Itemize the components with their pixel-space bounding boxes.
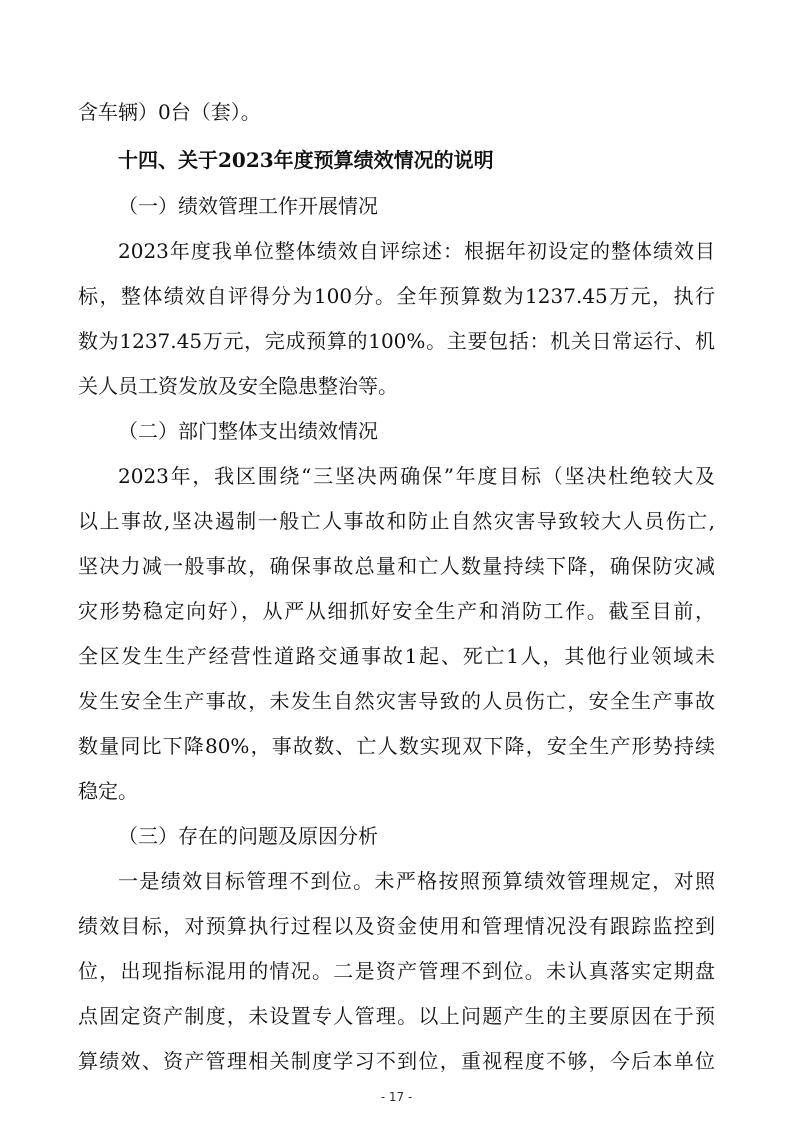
subsection-heading: （二）部门整体支出绩效情况 (118, 419, 378, 443)
subsection-heading: （三）存在的问题及原因分析 (118, 824, 378, 848)
paragraph-line: 发生安全生产事故，未发生自然灾害导致的人员伤亡，安全生产事故 (78, 689, 715, 713)
page-number: - 17 - (380, 1090, 413, 1104)
paragraph-line: 2023年，我区围绕“三坚决两确保”年度目标（坚决杜绝较大及 (118, 464, 715, 488)
paragraph-line: 坚决力减一般事故，确保事故总量和亡人数量持续下降，确保防灾减 (78, 554, 715, 578)
paragraph-line: 一是绩效目标管理不到位。未严格按照预算绩效管理规定，对照 (118, 869, 715, 893)
section-heading: 十四、关于2023年度预算绩效情况的说明 (118, 148, 494, 172)
paragraph-line: 绩效目标，对预算执行过程以及资金使用和管理情况没有跟踪监控到 (78, 914, 715, 938)
paragraph-line: 灾形势稳定向好），从严从细抓好安全生产和消防工作。截至目前， (78, 599, 715, 623)
paragraph-line: 稳定。 (78, 779, 138, 803)
text-line: 含车辆）0台（套）。 (78, 100, 261, 124)
paragraph-line: 标，整体绩效自评得分为100分。全年预算数为1237.45万元，执行 (78, 284, 715, 308)
paragraph-line: 关人员工资发放及安全隐患整治等。 (78, 374, 398, 398)
paragraph-line: 2023年度我单位整体绩效自评综述：根据年初设定的整体绩效目 (118, 239, 715, 263)
paragraph-line: 算绩效、资产管理相关制度学习不到位，重视程度不够，今后本单位 (78, 1049, 715, 1073)
subsection-heading: （一）绩效管理工作开展情况 (118, 194, 378, 218)
paragraph-line: 全区发生生产经营性道路交通事故1起、死亡1人，其他行业领域未 (78, 644, 715, 668)
paragraph-line: 位，出现指标混用的情况。二是资产管理不到位。未认真落实定期盘 (78, 959, 715, 983)
paragraph-line: 数为1237.45万元，完成预算的100%。主要包括：机关日常运行、机 (78, 329, 715, 353)
paragraph-line: 以上事故,坚决遏制一般亡人事故和防止自然灾害导致较大人员伤亡, (78, 509, 715, 533)
paragraph-line: 点固定资产制度，未设置专人管理。以上问题产生的主要原因在于预 (78, 1004, 715, 1028)
paragraph-line: 数量同比下降80%，事故数、亡人数实现双下降，安全生产形势持续 (78, 734, 715, 758)
